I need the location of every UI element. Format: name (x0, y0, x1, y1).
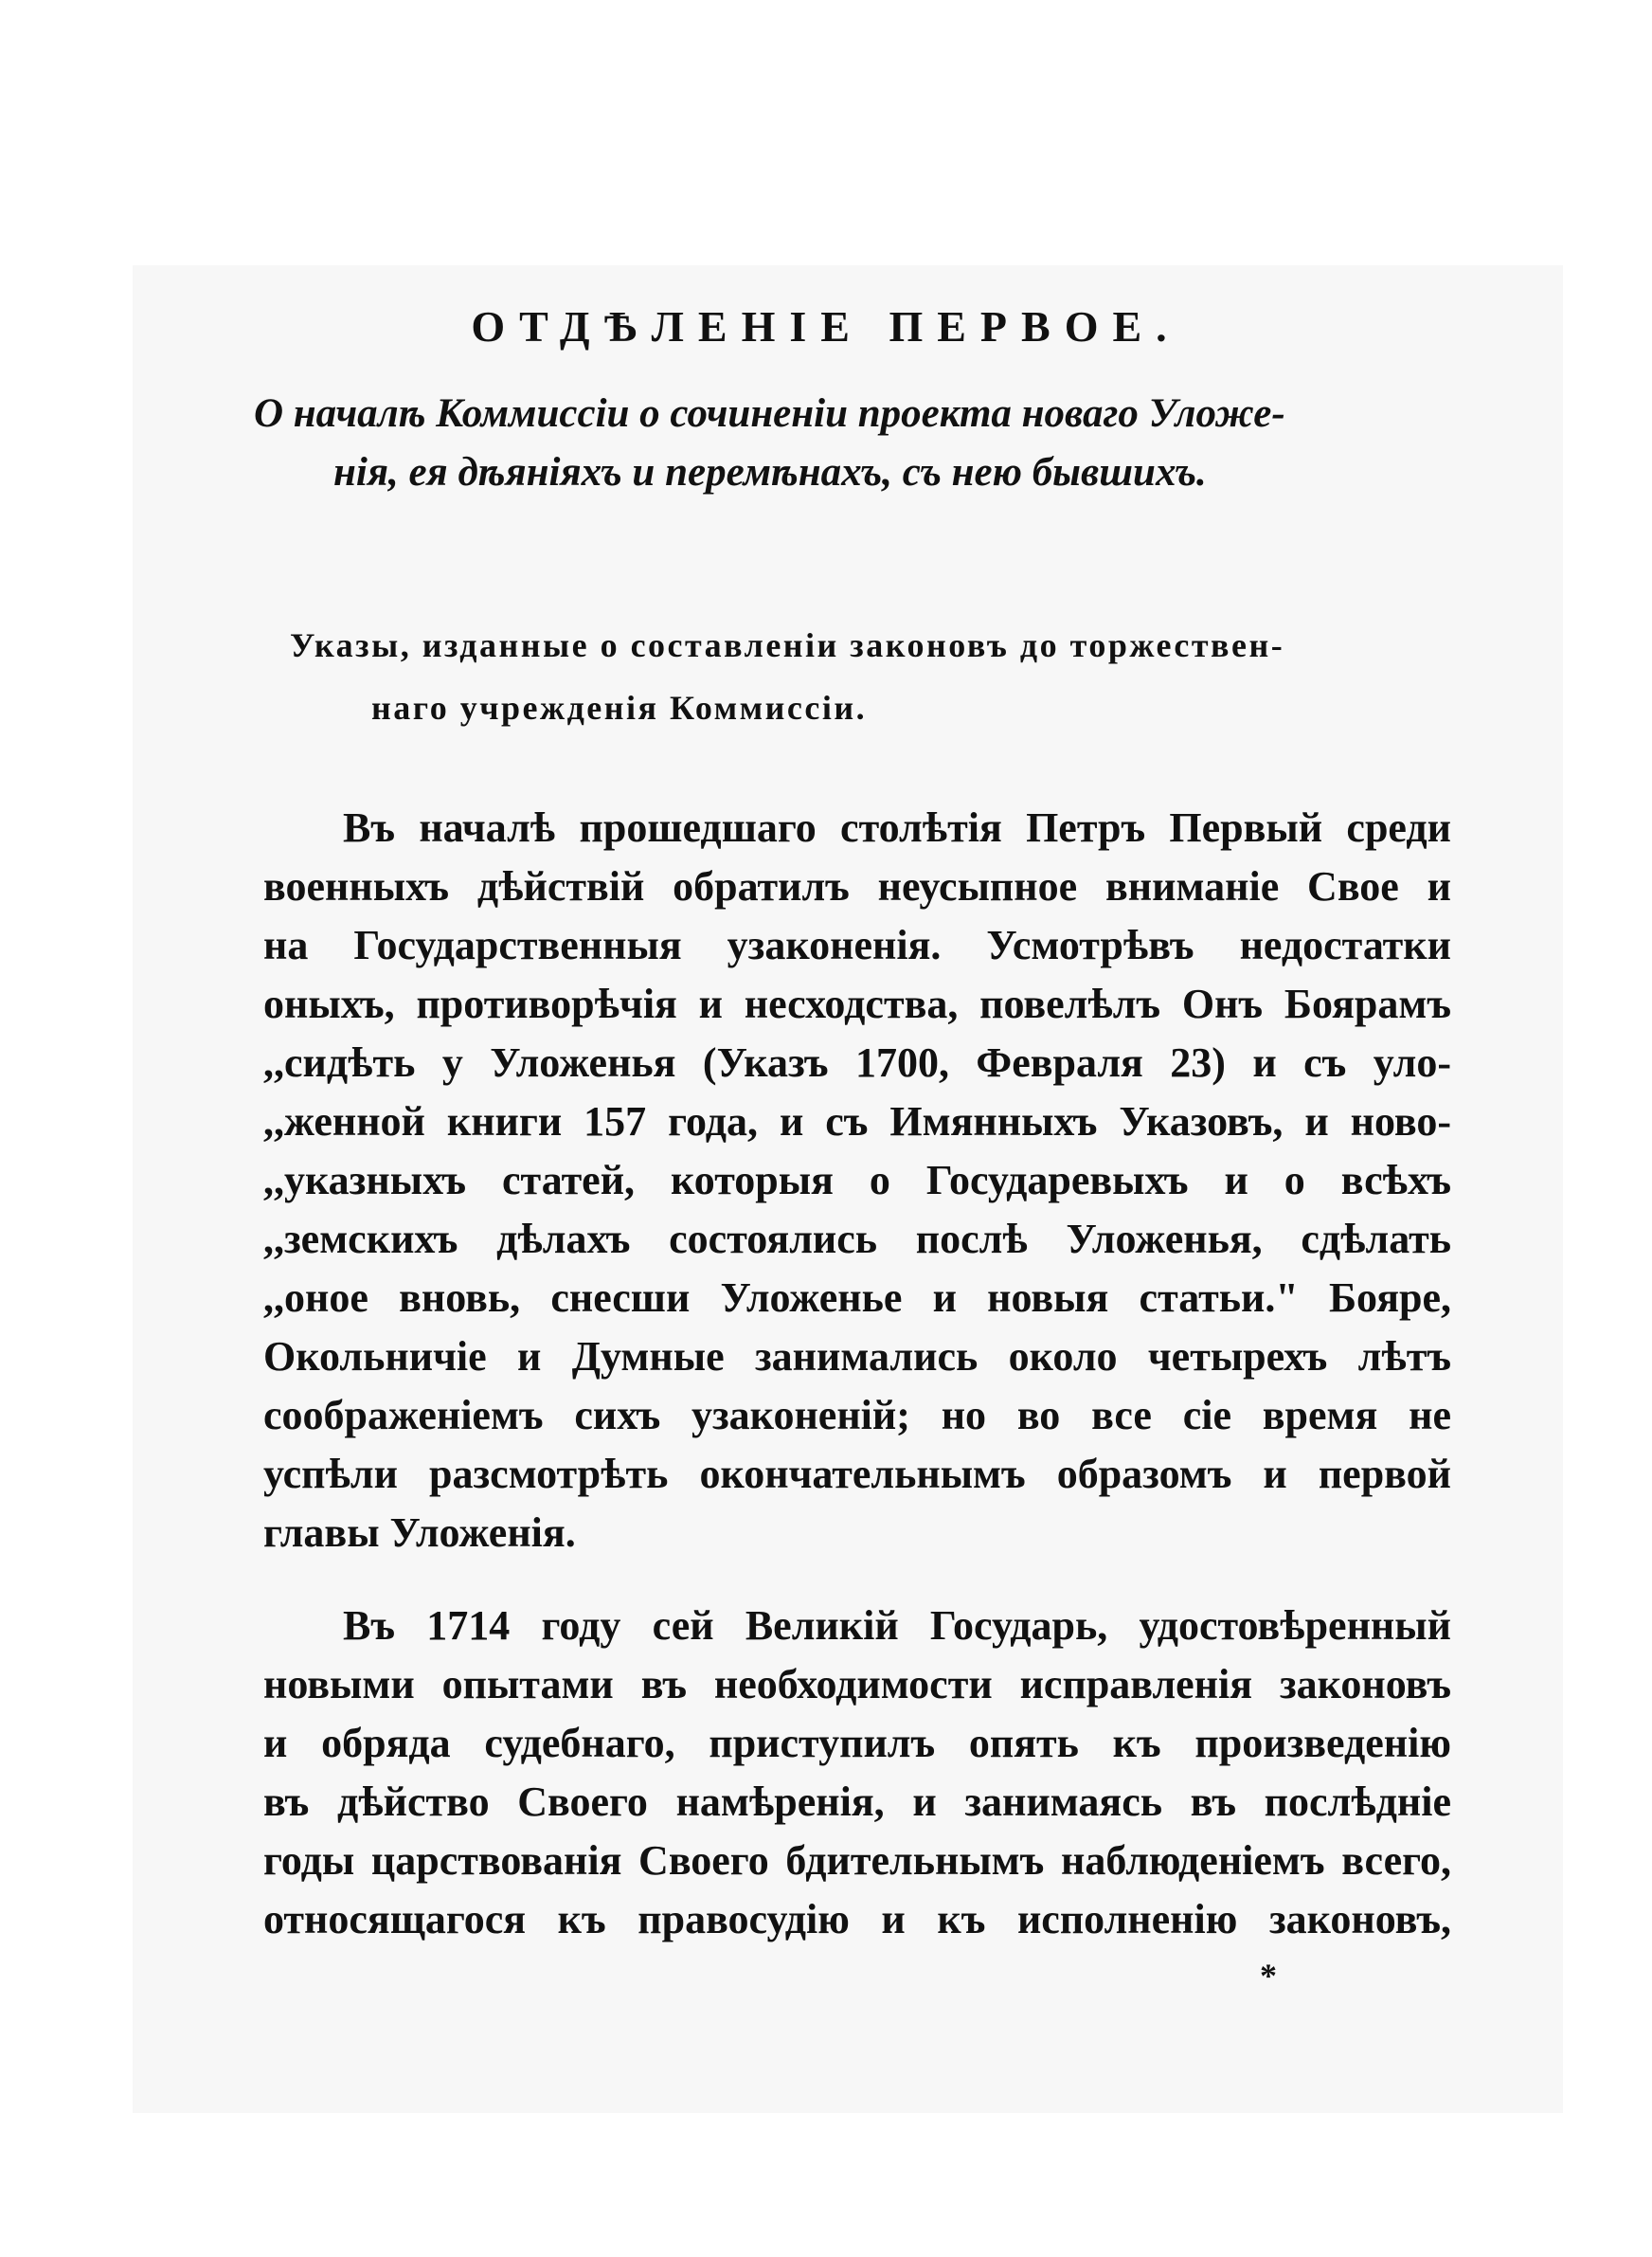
paragraph-2-line: годы царствованія Своего бдительнымъ наблюденіемъ всего, (263, 1837, 1451, 1884)
signature-mark: * (1260, 1957, 1277, 1995)
paragraph-2-line: въ дѣйство Своего намѣренія, и занимаясь въ послѣдніе (263, 1779, 1451, 1825)
page-title: ОТДѢЛЕНІЕ ПЕРВОЕ. (471, 302, 1181, 351)
paragraph-1-line: соображеніемъ сихъ узаконеній; но во все сіе время не (263, 1392, 1451, 1438)
paragraph-1-line: главы Уложенія. (263, 1509, 576, 1556)
paragraph-1-line: успѣли разсмотрѣть окончательнымъ образомъ и первой (263, 1451, 1451, 1497)
paragraph-2-line: Въ 1714 году сей Великій Государь, удостовѣренный (343, 1602, 1451, 1649)
paragraph-1-line: на Государственныя узаконенія. Усмотрѣвъ недостатки (263, 922, 1451, 968)
subtitle-line: нія, ея дѣяніяхъ и перемѣнахъ, съ нею бывшихъ. (333, 450, 1207, 495)
paragraph-2-line: и обряда судебнаго, приступилъ опять къ произведенію (263, 1720, 1451, 1766)
subtitle-line: О началѣ Коммиссіи о сочиненіи проекта новаго Уложе- (254, 391, 1285, 436)
paragraph-1-line: ,,оное вновь, снесши Уложенье и новыя статьи." Бояре, (263, 1274, 1451, 1321)
paragraph-2-line: новыми опытами въ необходимости исправленія законовъ (263, 1661, 1451, 1707)
paragraph-2-line: относящагося къ правосудію и къ исполненію законовъ, (263, 1896, 1451, 1942)
paragraph-1-line: военныхъ дѣйствій обратилъ неусыпное вниманіе Свое и (263, 863, 1451, 910)
section-heading-line: наго учрежденія Коммиссіи. (371, 689, 868, 727)
paragraph-1-line: ,,сидѣть у Уложенья (Указъ 1700, Февраля 23) и съ уло- (263, 1039, 1451, 1086)
paragraph-1-line: ,,земскихъ дѣлахъ состоялись послѣ Уложенья, сдѣлать (263, 1216, 1451, 1262)
paragraph-1-line: оныхъ, противорѣчія и несходства, повелѣлъ Онъ Боярамъ (263, 981, 1451, 1027)
paragraph-1-line: ,,указныхъ статей, которыя о Государевыхъ и о всѣхъ (263, 1157, 1451, 1203)
paragraph-1-line: Окольничіе и Думные занимались около четырехъ лѣтъ (263, 1333, 1451, 1380)
paragraph-1-line: ,,женной книги 157 года, и съ Имянныхъ Указовъ, и ново- (263, 1098, 1451, 1145)
section-heading-line: Указы, изданные о составленіи законовъ до торжествен- (290, 626, 1285, 664)
paragraph-1-line: Въ началѣ прошедшаго столѣтія Петръ Первый среди (343, 804, 1451, 851)
